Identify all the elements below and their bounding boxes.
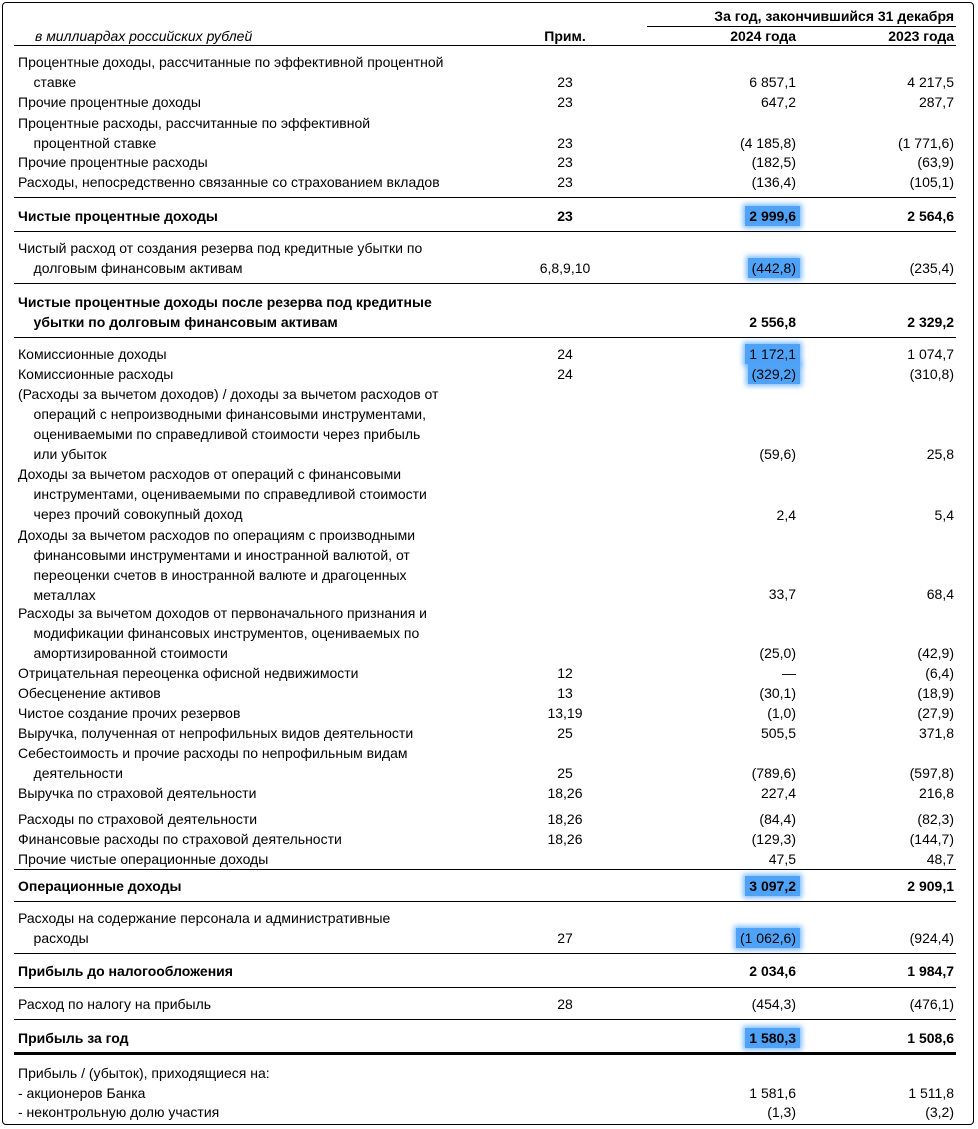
row-label: (Расходы за вычетом доходов) / доходы за вычетом расходов от операций с непроизводными финансовыми инструментами, оцениваемыми по справедливой стоимости через прибыль или убыток — [18, 386, 439, 462]
section-rule — [14, 987, 956, 988]
section-rule — [14, 953, 956, 954]
row-label: Себестоимость и прочие расходы по непрофильным видам деятельности — [18, 745, 408, 781]
row-note: 23 — [557, 94, 573, 110]
note-column-header: Прим. — [544, 28, 586, 44]
row-label: - неконтрольную долю участия — [18, 1104, 220, 1120]
period-header: За год, закончившийся 31 декабря — [714, 8, 954, 24]
highlighted-value: 1 172,1 — [745, 344, 800, 364]
highlighted-value: (329,2) — [748, 364, 800, 384]
row-value-2023: 5,4 — [934, 507, 954, 523]
row-value-2024: 2,4 — [776, 507, 796, 523]
row-value-2024: (789,6) — [751, 765, 796, 781]
row-note: 24 — [557, 346, 573, 362]
row-note: 13,19 — [547, 705, 583, 721]
row-value-2024: 33,7 — [768, 586, 796, 602]
section-rule — [14, 231, 956, 232]
row-note: 23 — [557, 74, 573, 90]
row-value-2023: 1 074,7 — [907, 346, 954, 362]
row-note: 23 — [557, 135, 573, 151]
row-value-2024: — — [782, 665, 796, 681]
row-note: 18,26 — [547, 785, 583, 801]
row-label: Расходы за вычетом доходов от первоначального признания и модификации финансовых инструментов, оцениваемых по амортизированной стоимости — [18, 605, 427, 661]
row-value-2023: (82,3) — [917, 811, 954, 827]
row-value-2023: 287,7 — [918, 94, 954, 110]
units-label: в миллиардах российских рублей — [35, 28, 253, 44]
row-value-2023: 371,8 — [918, 725, 954, 741]
row-value-2023: (924,4) — [909, 930, 954, 946]
row-label: Чистое создание прочих резервов — [18, 705, 241, 721]
row-note: 12 — [557, 665, 573, 681]
row-value-2024: (25,0) — [759, 645, 796, 661]
section-rule — [14, 1019, 956, 1020]
highlighted-value: 1 580,3 — [745, 1028, 800, 1048]
row-value-2023: (310,8) — [909, 366, 954, 382]
row-note: 23 — [557, 208, 573, 224]
row-value-2023: 68,4 — [926, 586, 954, 602]
highlighted-value: (442,8) — [748, 258, 800, 278]
row-value-2023: 1 984,7 — [907, 963, 954, 979]
section-rule — [14, 901, 956, 902]
row-label: Финансовые расходы по страховой деятельности — [18, 831, 342, 847]
period-header-rule — [647, 26, 956, 27]
row-label-subtotal: Прибыль до налогообложения — [18, 963, 233, 979]
row-value-2024: 227,4 — [760, 785, 796, 801]
row-label-subtotal: Чистые процентные доходы — [18, 208, 218, 224]
row-value-2023: 216,8 — [918, 785, 954, 801]
row-value-2024: 47,5 — [768, 851, 796, 867]
section-rule — [14, 869, 956, 870]
row-label: Прочие чистые операционные доходы — [18, 851, 269, 867]
section-rule — [14, 197, 956, 198]
row-label: Выручка, полученная от непрофильных видов деятельности — [18, 725, 414, 741]
row-label: Расходы по страховой деятельности — [18, 811, 258, 827]
row-value-2023: 48,7 — [926, 851, 954, 867]
row-label: - акционеров Банка — [18, 1085, 146, 1101]
highlighted-value: 3 097,2 — [745, 876, 800, 896]
row-note: 24 — [557, 366, 573, 382]
row-label: Расходы на содержание персонала и административные расходы — [18, 910, 391, 946]
row-label: Комиссионные расходы — [18, 366, 174, 382]
header-rule — [14, 45, 956, 46]
highlighted-value: (1 062,6) — [736, 928, 800, 948]
highlighted-value: 2 999,6 — [745, 206, 800, 226]
row-label-total: Прибыль за год — [18, 1030, 129, 1046]
row-value-2024: 647,2 — [760, 94, 796, 110]
row-label: Расход по налогу на прибыль — [18, 996, 212, 1012]
section-rule — [14, 337, 956, 338]
row-value-2023: 1 508,6 — [907, 1030, 954, 1046]
row-value-2024 — [745, 206, 796, 226]
row-value-2024: (84,4) — [759, 811, 796, 827]
row-value-2024: 505,5 — [760, 725, 796, 741]
row-label-subtotal: Операционные доходы — [18, 878, 182, 894]
row-value-2023: (6,4) — [925, 665, 954, 681]
row-label: Обесценение активов — [18, 685, 161, 701]
row-label: Доходы за вычетом расходов по операциям с производными финансовыми инструментами и иностранной валютой, от переоценки счетов в иностранной валюте и драгоценных металлах — [18, 527, 416, 603]
row-label: Расходы, непосредственно связанные со страхованием вкладов — [18, 174, 440, 190]
row-value-2024 — [736, 928, 796, 948]
row-note: 6,8,9,10 — [539, 260, 591, 276]
row-value-2024: (4 185,8) — [739, 135, 796, 151]
row-note: 25 — [557, 725, 573, 741]
row-value-2024: 6 857,1 — [749, 74, 796, 90]
row-value-2023: 4 217,5 — [907, 74, 954, 90]
row-value-2024: (129,3) — [751, 831, 796, 847]
row-value-2023: (597,8) — [909, 765, 954, 781]
row-note: 23 — [557, 154, 573, 170]
row-value-2024: (454,3) — [751, 996, 796, 1012]
row-note: 18,26 — [547, 811, 583, 827]
row-value-2023: (235,4) — [909, 260, 954, 276]
total-double-rule — [14, 1052, 956, 1055]
row-label: Прочие процентные доходы — [18, 94, 201, 110]
year-2023-header: 2023 года — [888, 28, 954, 44]
row-note: 18,26 — [547, 831, 583, 847]
row-value-2023: 2 329,2 — [907, 314, 954, 330]
row-value-2024: (59,6) — [759, 446, 796, 462]
row-label: Доходы за вычетом расходов от операций с финансовыми инструментами, оцениваемыми по справедливой стоимости через прочий совокупный доход — [18, 466, 427, 522]
row-label: Комиссионные доходы — [18, 346, 167, 362]
row-note: 23 — [557, 174, 573, 190]
row-value-2023: (18,9) — [917, 685, 954, 701]
row-value-2023: (105,1) — [909, 174, 954, 190]
row-value-2023: 2 564,6 — [907, 208, 954, 224]
row-value-2023: 1 511,8 — [908, 1085, 954, 1101]
row-value-2024: 1 581,6 — [749, 1085, 796, 1101]
row-label: Прочие процентные расходы — [18, 154, 208, 170]
row-value-2024: (182,5) — [751, 154, 796, 170]
year-2024-header: 2024 года — [730, 28, 796, 44]
section-rule — [14, 283, 956, 284]
row-value-2024: (1,3) — [767, 1104, 796, 1120]
row-value-2023: (3,2) — [925, 1104, 954, 1120]
row-label: Отрицательная переоценка офисной недвижимости — [18, 665, 359, 681]
row-value-2024: 2 556,8 — [749, 314, 796, 330]
row-value-2024 — [745, 344, 796, 364]
row-value-2024 — [748, 364, 796, 384]
row-label-subtotal: Чистые процентные доходы после резерва под кредитные убытки по долговым финансовым активам — [18, 294, 432, 330]
row-value-2024: (1,0) — [767, 705, 796, 721]
row-note: 25 — [557, 765, 573, 781]
row-value-2023: (144,7) — [909, 831, 954, 847]
row-value-2024: 2 034,6 — [749, 963, 796, 979]
row-label: Процентные доходы, рассчитанные по эффективной процентной ставке — [18, 54, 444, 90]
row-value-2024 — [748, 258, 796, 278]
row-value-2023: (63,9) — [917, 154, 954, 170]
row-note: 27 — [557, 930, 573, 946]
row-note: 28 — [557, 996, 573, 1012]
row-label: Чистый расход от создания резерва под кредитные убытки по долговым финансовым активам — [18, 240, 423, 276]
row-value-2024 — [745, 1028, 796, 1048]
row-note: 13 — [557, 685, 573, 701]
row-value-2023: 25,8 — [926, 446, 954, 462]
row-value-2024: (30,1) — [759, 685, 796, 701]
row-value-2024 — [745, 876, 796, 896]
row-value-2024: (136,4) — [751, 174, 796, 190]
row-value-2023: (42,9) — [917, 645, 954, 661]
row-label: Процентные расходы, рассчитанные по эффективной процентной ставке — [18, 115, 371, 151]
row-value-2023: (27,9) — [917, 705, 954, 721]
row-value-2023: (1 771,6) — [897, 135, 954, 151]
row-value-2023: 2 909,1 — [907, 878, 954, 894]
row-value-2023: (476,1) — [909, 996, 954, 1012]
row-label: Выручка по страховой деятельности — [18, 785, 257, 801]
row-label: Прибыль / (убыток), приходящиеся на: — [18, 1065, 270, 1081]
